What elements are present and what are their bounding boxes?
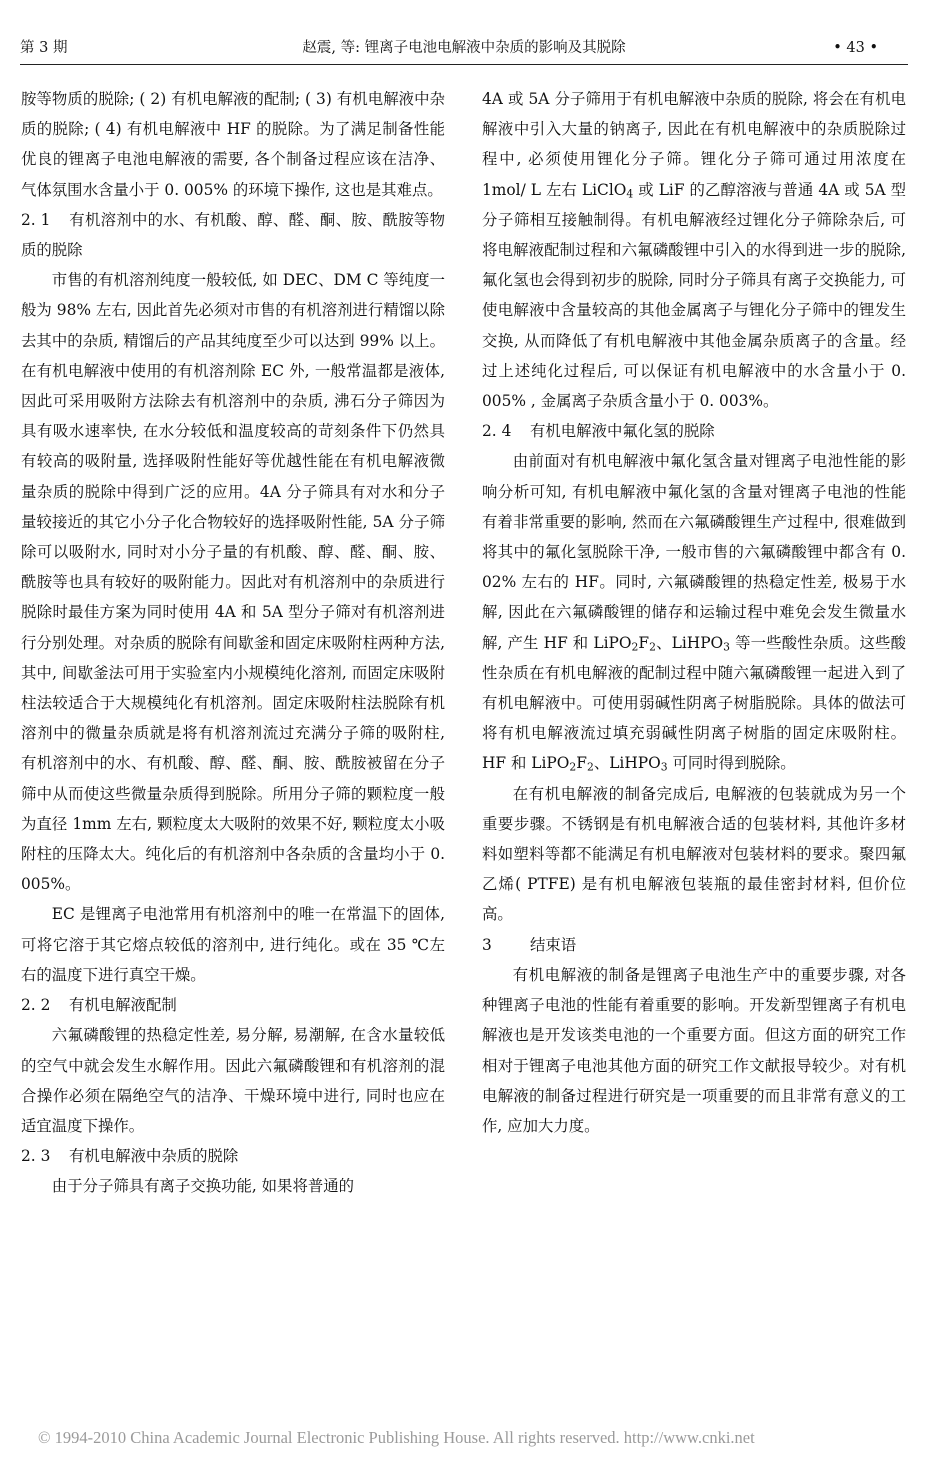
text-run: 或 LiF 的乙醇溶液与普通 4A 或 5A 型分子筛相互接触制得。有机电解液经过锂化分子筛除杂后, 可将电解液配制过程和六氟磷酸锂中引入的水得到进一步的脱除, 氟化氢也会得到初步的脱除, 同时分子筛具有离子交换能力, 可使电解液中含量较高的其他金属离子与锂化分子筛中的锂发生交换, 从而降低了有机电解液中其他金属杂质离子的含量。经过上述纯化过程后, 可以保证有机电解液中的水含量小于 0. 005% , 金属离子杂质含量小于 0. 003%。 (482, 180, 906, 411)
right-column (482, 84, 906, 1141)
text-run: 、LiHPO (655, 633, 724, 652)
subscript: 2 (569, 761, 577, 775)
section-title: 有机溶剂中的水、有机酸、醇、醛、酮、胺、酰胺等物质的脱除 (21, 210, 445, 260)
section-title: 有机电解液中氟化氢的脱除 (530, 422, 715, 441)
subscript: 4 (626, 187, 634, 201)
section-number: 2. 3 (21, 1147, 51, 1166)
paragraph: 六氟磷酸锂的热稳定性差, 易分解, 易潮解, 在含水量较低的空气中就会发生水解作用。因此六氟磷酸锂和有机溶剂的混合操作必须在隔绝空气的洁净、干燥环境中进行, 同时也应在适宜温度下操作。 (21, 1026, 445, 1135)
page-number: • 43 • (833, 40, 878, 56)
text-run: 等一些酸性杂质。这些酸性杂质在有机电解液的配制过程中随六氟磷酸锂一起进入到了有机电解液中。可使用弱碱性阴离子树脂脱除。具体的做法可将有机电解液流过填充弱碱性阴离子树脂的固定床吸附柱。HF 和 LiPO (482, 633, 906, 773)
paragraph: 有机电解液的制备是锂离子电池生产中的重要步骤, 对各种锂离子电池的性能有着重要的影响。开发新型锂离子有机电解液也是开发该类电池的一个重要方面。但这方面的研究工作相对于锂离子电池其他方面的研究工作文献报导较少。对有机电解液的制备过程进行研究是一项重要的而且非常有意义的工作, 应加大力度。 (482, 965, 906, 1135)
section-number: 2. 4 (482, 422, 512, 441)
section-heading-2-3 (21, 1141, 445, 1171)
subscript: 3 (660, 761, 668, 775)
header-rule (20, 64, 908, 65)
section-title: 有机电解液配制 (69, 996, 177, 1015)
running-title: 赵震, 等: 锂离子电池电解液中杂质的影响及其脱除 (302, 40, 626, 56)
text-run: 、LiHPO (593, 754, 661, 773)
paragraph (482, 84, 906, 416)
section-heading-2-2 (21, 990, 445, 1020)
section-heading-2-1 (21, 205, 445, 265)
paragraph: 由于分子筛具有离子交换功能, 如果将普通的 (51, 1177, 355, 1196)
running-header (20, 34, 908, 62)
subscript: 2 (631, 640, 639, 654)
section-title: 结束语 (530, 935, 577, 954)
issue-label: 第 3 期 (20, 40, 68, 56)
section-number: 2. 1 (21, 210, 51, 229)
left-column (21, 84, 445, 1202)
copyright-footer: © 1994-2010 China Academic Journal Electronic Publishing House. All rights reserved. http://www.cnki.net (38, 1428, 755, 1447)
section-number: 2. 2 (21, 996, 51, 1015)
paragraph: 在有机电解液的制备完成后, 电解液的包装就成为另一个重要步骤。不锈钢是有机电解液合适的包装材料, 其他许多材料如塑料等都不能满足有机电解液对包装材料的要求。聚四氟乙烯( PTFE) 是有机电解液包装瓶的最佳密封材料, 但价位高。 (482, 784, 906, 924)
section-title: 有机电解液中杂质的脱除 (69, 1147, 239, 1166)
paragraph: 市售的有机溶剂纯度一般较低, 如 DEC、DM C 等纯度一般为 98% 左右, 因此首先必须对市售的有机溶剂进行精馏以除去其中的杂质, 精馏后的产品其纯度至少可以达到 99% 以上。在有机电解液中使用的有机溶剂除 EC 外, 一般常温都是液体, 因此可采用吸附方法除去有机溶剂中的杂质, 沸石分子筛因为具有吸水速率快, 在水分较低和温度较高的苛刻条件下仍然具有较高的吸附量, 选择吸附性能好等优越性能在有机电解液微量杂质的脱除中得到广泛的应用。4A 分子筛具有对水和分子量较接近的其它小分子化合物较好的选择吸附性能, 5A 分子筛除可以吸附水, 同时对小分子量的有机酸、醇、醛、酮、胺、酰胺等也具有较好的吸附能力。因此对有机溶剂中的杂质进行脱除时最佳方案为同时使用 4A 和 5A 型分子筛对有机溶剂进行分别处理。对杂质的脱除有间歇釜和固定床吸附柱两种方法, 其中, 间歇釜法可用于实验室内小规模纯化溶剂, 而固定床吸附柱法较适合于大规模纯化有机溶剂。固定床吸附柱法脱除有机溶剂中的微量杂质就是将有机溶剂流过充满分子筛的吸附柱, 有机溶剂中的水、有机酸、醇、醛、酮、胺、酰胺被留在分子筛中从而使这些微量杂质得到脱除。所用分子筛的颗粒度一般为直径 1mm 左右, 颗粒度太大吸附的效果不好, 颗粒度太小吸附柱的压降太大。纯化后的有机溶剂中各杂质的含量均小于 0. 005%。 (21, 271, 445, 894)
text-run: F (576, 754, 587, 773)
section-heading-3 (482, 930, 906, 960)
paragraph: EC 是锂离子电池常用有机溶剂中的唯一在常温下的固体, 可将它溶于其它熔点较低的溶剂中, 进行纯化。或在 35 ℃左右的温度下进行真空干燥。 (21, 905, 445, 984)
paragraph (482, 446, 906, 778)
paragraph: 胺等物质的脱除; ( 2) 有机电解液的配制; ( 3) 有机电解液中杂质的脱除; ( 4) 有机电解液中 HF 的脱除。为了满足制备性能优良的锂离子电池电解液的需要, 各个制备过程应该在洁净、气体氛围水含量小于 0. 005% 的环境下操作, 这也是其难点。 (21, 90, 445, 199)
text-run: 可同时得到脱除。 (667, 754, 796, 773)
text-run: 由前面对有机电解液中氟化氢含量对锂离子电池性能的影响分析可知, 有机电解液中氟化氢的含量对锂离子电池的性能有着非常重要的影响, 然而在六氟磷酸锂生产过程中, 很难做到将其中的氟化氢脱除干净, 一般市售的六氟磷酸锂中都含有 0. 02% 左右的 HF。同时, 六氟磷酸锂的热稳定性差, 极易于水解, 因此在六氟磷酸锂的储存和运输过程中难免会发生微量水解, 产生 HF 和 LiPO (482, 452, 906, 652)
text-run: 4A 或 5A 分子筛用于有机电解液中杂质的脱除, 将会在有机电解液中引入大量的钠离子, 因此在有机电解液中的杂质脱除过程中, 必须使用锂化分子筛。锂化分子筛可通过用浓度在 1mol/ L 左右 LiClO (482, 90, 906, 199)
section-number: 3 (482, 935, 492, 954)
text-run: F (638, 633, 650, 652)
subscript: 2 (586, 761, 594, 775)
subscript: 2 (649, 640, 656, 654)
section-heading-2-4 (482, 416, 906, 446)
subscript: 3 (723, 640, 731, 654)
